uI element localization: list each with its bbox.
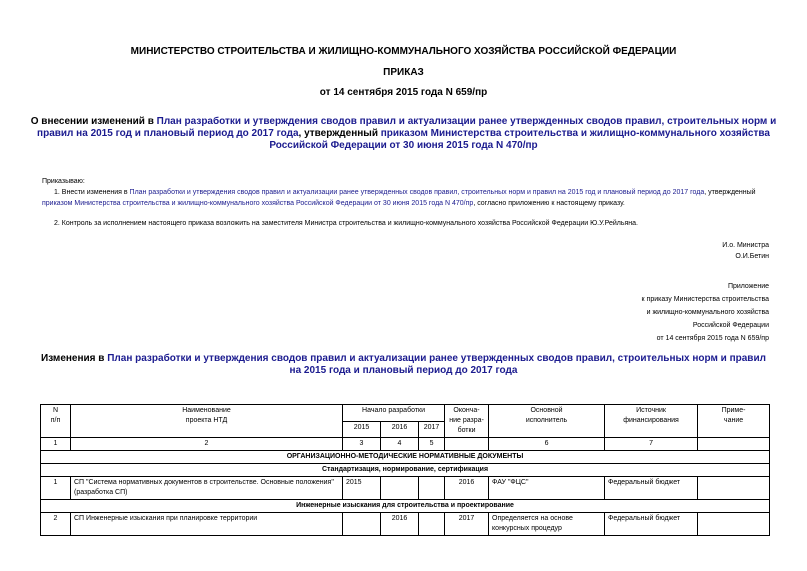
order-date-number: от 14 сентября 2015 года N 659/пр [319,87,488,98]
title-prefix: О внесении изменений в [30,116,157,127]
col-num: 6 [489,438,605,451]
row-year-2015 [343,513,381,536]
signature-name: О.И.Бетин [735,253,769,260]
title-link-order[interactable]: приказом Министерства строительства и жилищно-коммунального хозяйства Российской Федерации от 30 июня 2015 года N 470/пр [269,128,770,151]
item-1-middle: , утвержденный [704,189,756,196]
row-year-2016: 2016 [381,513,419,536]
row-funding: Федеральный бюджет [605,513,698,536]
changes-link-plan[interactable]: План разработки и утверждения сводов правил и актуализации ранее утвержденных сводов правил, строительных норм и правил на 2015 года и плановый период до 2017 года [107,353,766,376]
subsection-row [41,500,770,513]
header-year-2017: 2017 [419,421,445,438]
row-num: 2 [41,513,71,536]
subsection-row [41,464,770,477]
annex-line-4: Российской Федерации [692,322,769,329]
row-end: 2017 [445,513,489,536]
section-title: ОРГАНИЗАЦИОННО-МЕТОДИЧЕСКИЕ НОРМАТИВНЫЕ ДОКУМЕНТЫ [41,451,770,464]
col-num: 2 [71,438,343,451]
document-type: ПРИКАЗ [383,67,424,78]
item-1-link-plan[interactable]: План разработки и утверждения сводов правил и актуализации ранее утвержденных сводов правил, строительных норм и правил на 2015 год и плановый период до 2017 года [129,189,705,196]
annex-line-3: и жилищно-коммунального хозяйства [646,309,769,316]
title-middle: , утвержденный [298,128,381,139]
item-1-suffix: , согласно приложению к настоящему приказу. [473,200,625,207]
changes-prefix: Изменения в [41,353,108,364]
header-year-2016: 2016 [381,421,419,438]
order-title [30,116,777,152]
col-num: 7 [605,438,698,451]
header-start: Начало разработки [343,405,445,422]
col-num [445,438,489,451]
row-name: СП "Система нормативных документов в строительстве. Основные положения" (разработка СП) [71,477,343,500]
row-name: СП Инженерные изыскания при планировке территории [71,513,343,536]
header-executor: Основной исполнитель [489,405,605,438]
col-num: 1 [41,438,71,451]
header-end: Оконча- ние разра- ботки [445,405,489,438]
row-funding: Федеральный бюджет [605,477,698,500]
annex-line-1: Приложение [727,283,769,290]
row-executor: ФАУ "ФЦС" [489,477,605,500]
row-num: 1 [41,477,71,500]
table-row [41,477,770,500]
row-note [698,513,770,536]
header-year-2015: 2015 [343,421,381,438]
changes-title [40,353,767,377]
table-header-row [41,405,770,422]
row-note [698,477,770,500]
col-num: 3 [343,438,381,451]
annex-block [642,281,769,344]
item-2-paragraph: 2. Контроль за исполнением настоящего приказа возложить на заместителя Министра строительства и жилищно-коммунального хозяйства Российской Федерации Ю.У.Рейльяна. [54,220,638,227]
ministry-heading: МИНИСТЕРСТВО СТРОИТЕЛЬСТВА И ЖИЛИЩНО-КОММУНАЛЬНОГО ХОЗЯЙСТВА РОССИЙСКОЙ ФЕДЕРАЦИИ [130,46,677,57]
item-1-prefix: 1. Внести изменения в [54,189,130,196]
header-note: Приме- чание [698,405,770,438]
ordain-label: Приказываю: [42,178,85,185]
row-year-2017 [419,513,445,536]
table-row [41,513,770,536]
row-executor: Определяется на основе конкурсных процедур [489,513,605,536]
section-row [41,451,770,464]
item-1-link-order[interactable]: приказом Министерства строительства и жилищно-коммунального хозяйства Российской Федерации от 30 июня 2015 года N 470/пр [42,200,474,207]
row-year-2015: 2015 [343,477,381,500]
title-link-plan[interactable]: План разработки и утверждения сводов правил и актуализации ранее утвержденных сводов правил, строительных норм и правил на 2015 год и плановый период до 2017 года [37,116,777,139]
col-num [698,438,770,451]
col-num: 4 [381,438,419,451]
header-name: Наименование проекта НТД [71,405,343,438]
header-funding: Источник финансирования [605,405,698,438]
col-num: 5 [419,438,445,451]
item-1-paragraph [42,187,772,209]
header-num: N п/п [41,405,71,438]
signature-position: И.о. Министра [722,242,769,249]
subsection-title: Инженерные изыскания для строительства и проектирование [41,500,770,513]
column-number-row [41,438,770,451]
row-year-2017 [419,477,445,500]
row-end: 2016 [445,477,489,500]
row-year-2016 [381,477,419,500]
subsection-title: Стандартизация, нормирование, сертификация [41,464,770,477]
changes-table [40,404,770,536]
annex-line-2: к приказу Министерства строительства [641,296,769,303]
signature-block [722,240,769,262]
annex-line-5: от 14 сентября 2015 года N 659/пр [656,335,769,342]
